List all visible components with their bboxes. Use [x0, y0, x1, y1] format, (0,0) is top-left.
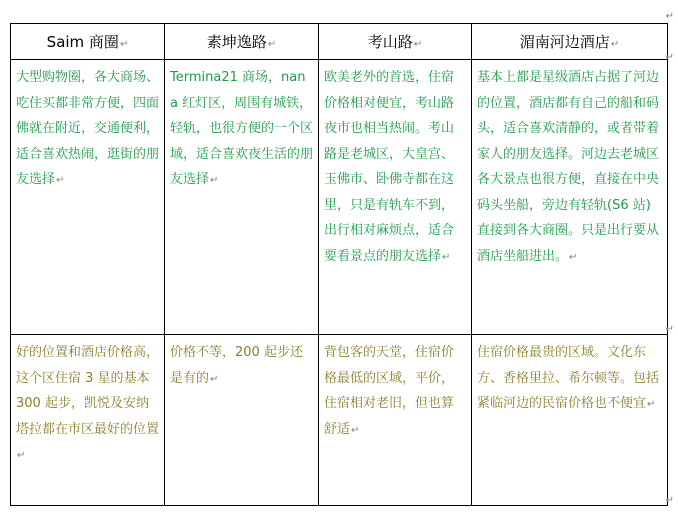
paragraph-mark-icon: ↵	[17, 450, 26, 461]
row-end-mark-icon: ↵	[665, 52, 674, 63]
paragraph-mark-icon: ↵	[210, 373, 219, 385]
description-cell-saim: 大型购物圈，各大商场、吃住买都非常方便，四面佛就在附近，交通便利，适合喜欢热闹，逛街的朋友选择↵	[11, 60, 165, 335]
header-cell-riverside: 湄南河边酒店↵	[472, 24, 668, 60]
price-cell-riverside: 住宿价格最贵的区域。文化东方、香格里拉、希尔顿等。包括紧临河边的民宿价格也不便宜↵	[472, 335, 668, 506]
paragraph-mark-icon: ↵	[442, 251, 451, 263]
row-end-mark-icon: ↵	[665, 324, 674, 335]
description-row	[11, 60, 668, 335]
header-cell-sukhumvit: 素坤逸路↵	[165, 24, 319, 60]
row-end-mark-icon: ↵	[665, 11, 674, 22]
paragraph-mark-icon: ↵	[351, 424, 360, 436]
description-cell-khaosan: 欧美老外的首选，住宿价格相对便宜，考山路夜市也相当热闹。考山路是老城区，大皇宫、玉佛市、卧佛寺都在这里，只是有轨车不到，出行相对麻烦点，适合要看景点的朋友选择↵	[319, 60, 472, 335]
price-cell-sukhumvit: 价格不等，200 起步还是有的↵	[165, 335, 319, 506]
row-end-mark-icon: ↵	[665, 495, 674, 506]
paragraph-mark-icon: ↵	[119, 39, 129, 50]
paragraph-mark-icon: ↵	[56, 175, 65, 186]
comparison-table	[10, 23, 668, 506]
description-cell-riverside: 基本上都是星级酒店占据了河边的位置，酒店都有自己的船和码头，适合喜欢清静的，或者带着家人的朋友选择。河边去老城区各大景点也很方便，直接在中央码头坐船，旁边有轻轨(S6 站)直接到各大商圈。只是出行要从酒店坐船进出。↵	[472, 60, 668, 335]
price-cell-khaosan: 背包客的天堂，住宿价格最低的区域，平价，住宿相对老旧，但也算舒适↵	[319, 335, 472, 506]
paragraph-mark-icon: ↵	[647, 399, 656, 410]
header-cell-saim: Saim 商圈↵	[11, 24, 165, 60]
paragraph-mark-icon: ↵	[610, 39, 620, 50]
price-cell-saim: 好的位置和酒店价格高，这个区住宿 3 星的基本 300 起步，凯悦及安纳塔拉都在市区最好的位置↵	[11, 335, 165, 506]
price-row	[11, 335, 668, 506]
paragraph-mark-icon: ↵	[267, 39, 277, 50]
description-cell-sukhumvit: Termina21 商场，nana 红灯区，周围有城铁，轻轨，也很方便的一个区域，适合喜欢夜生活的朋友选择↵	[165, 60, 319, 335]
paragraph-mark-icon: ↵	[569, 251, 578, 263]
paragraph-mark-icon: ↵	[210, 175, 219, 186]
paragraph-mark-icon: ↵	[413, 39, 423, 50]
header-row	[11, 24, 668, 60]
header-cell-khaosan: 考山路↵	[319, 24, 472, 60]
